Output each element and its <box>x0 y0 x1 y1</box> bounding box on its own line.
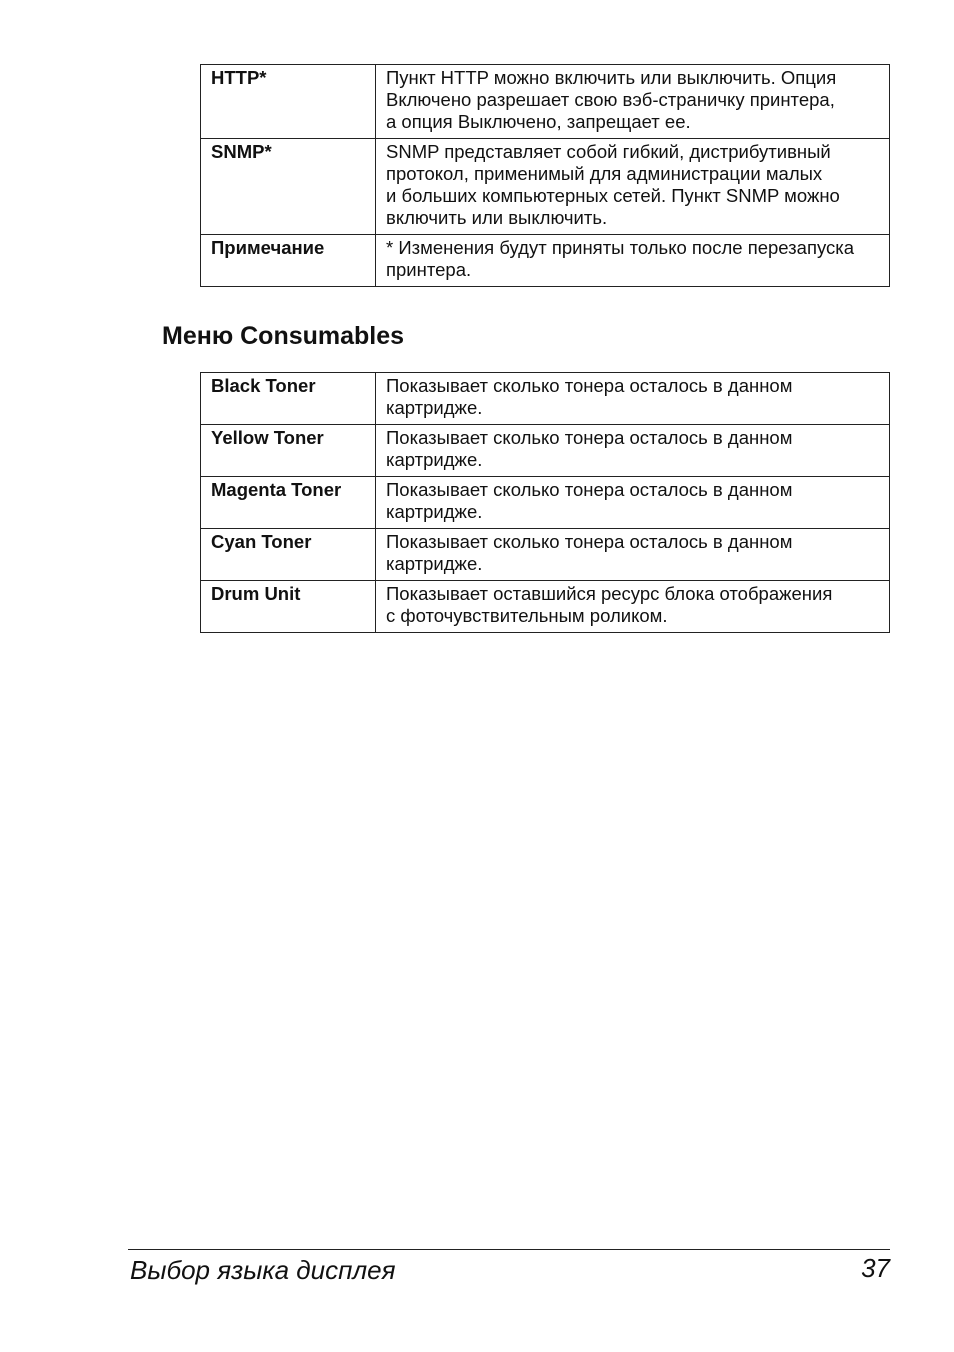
footer-divider <box>128 1249 890 1250</box>
row-key: Magenta Toner <box>201 477 376 529</box>
row-key: HTTP* <box>201 65 376 139</box>
section-heading: Меню Consumables <box>162 322 405 350</box>
row-description: Показывает сколько тонера осталось в данном картридже. <box>376 529 890 581</box>
consumables-table <box>200 372 890 633</box>
row-description: Пункт HTTP можно включить или выключить. Опция Включено разрешает свою вэб-страничку принтера, а опция Выключено, запрещает ее. <box>376 65 890 139</box>
footer-chapter-title: Выбор языка дисплея <box>130 1255 396 1285</box>
table-row <box>201 373 890 425</box>
table-row <box>201 477 890 529</box>
table-row <box>201 529 890 581</box>
table-row <box>201 425 890 477</box>
row-description: Показывает сколько тонера осталось в данном картридже. <box>376 477 890 529</box>
row-key: Yellow Toner <box>201 425 376 477</box>
row-key: Black Toner <box>201 373 376 425</box>
page-number: 37 <box>861 1253 890 1283</box>
table-row <box>201 65 890 139</box>
row-description: * Изменения будут приняты только после перезапуска принтера. <box>376 235 890 287</box>
table-row <box>201 235 890 287</box>
row-key: SNMP* <box>201 139 376 235</box>
table-row <box>201 581 890 633</box>
row-key: Примечание <box>201 235 376 287</box>
row-description: Показывает оставшийся ресурс блока отображения с фоточувствительным роликом. <box>376 581 890 633</box>
table-row <box>201 139 890 235</box>
row-key: Drum Unit <box>201 581 376 633</box>
row-description: Показывает сколько тонера осталось в данном картридже. <box>376 425 890 477</box>
row-description: Показывает сколько тонера осталось в данном картридже. <box>376 373 890 425</box>
network-settings-table <box>200 64 890 287</box>
row-key: Cyan Toner <box>201 529 376 581</box>
row-description: SNMP представляет собой гибкий, дистрибутивный протокол, применимый для администрации малых и больших компьютерных сетей. Пункт SNMP можно включить или выключить. <box>376 139 890 235</box>
